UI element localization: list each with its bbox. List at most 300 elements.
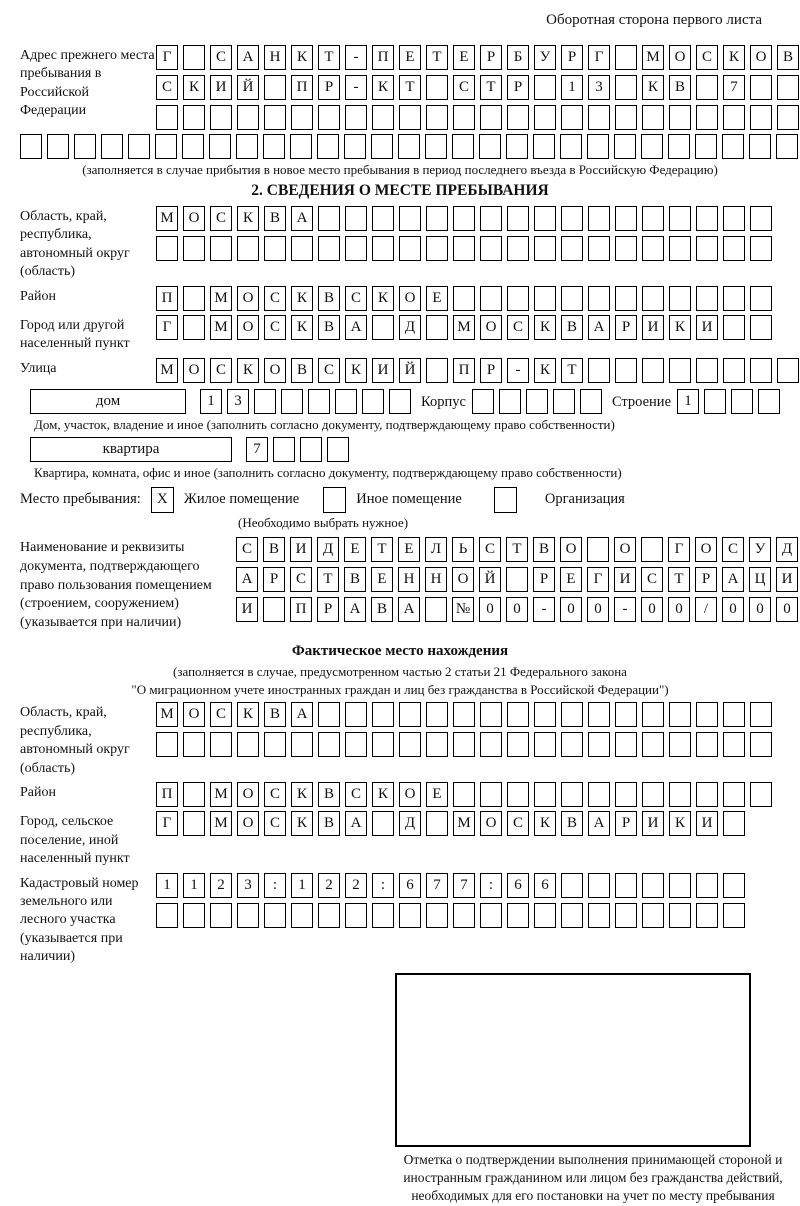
char-cell[interactable]: Е <box>398 537 420 562</box>
char-cell[interactable]: А <box>291 702 313 727</box>
char-cell[interactable] <box>479 134 501 159</box>
char-cell[interactable] <box>426 358 448 383</box>
char-cell[interactable] <box>372 811 394 836</box>
char-cell[interactable]: О <box>750 45 772 70</box>
char-cell[interactable] <box>183 903 205 928</box>
char-cell[interactable]: Е <box>344 537 366 562</box>
char-cell[interactable]: 6 <box>534 873 556 898</box>
char-cell[interactable]: М <box>642 45 664 70</box>
char-cell[interactable] <box>453 702 475 727</box>
char-cell[interactable]: - <box>614 597 636 622</box>
char-cell[interactable] <box>128 134 150 159</box>
char-cell[interactable] <box>561 873 583 898</box>
char-cell[interactable] <box>614 134 636 159</box>
char-cell[interactable] <box>696 732 718 757</box>
char-cell[interactable]: П <box>291 75 313 100</box>
char-cell[interactable] <box>750 358 772 383</box>
char-cell[interactable] <box>615 732 637 757</box>
char-cell[interactable] <box>318 206 340 231</box>
prev-address-overflow-row[interactable] <box>20 134 780 159</box>
char-cell[interactable] <box>776 134 798 159</box>
char-cell[interactable] <box>264 732 286 757</box>
char-cell[interactable] <box>318 236 340 261</box>
char-cell[interactable] <box>750 702 772 727</box>
char-cell[interactable]: И <box>642 315 664 340</box>
char-cell[interactable] <box>182 134 204 159</box>
char-cell[interactable]: О <box>480 315 502 340</box>
char-cell[interactable]: О <box>237 782 259 807</box>
char-cell[interactable]: 0 <box>722 597 744 622</box>
char-cell[interactable]: С <box>264 811 286 836</box>
char-cell[interactable]: К <box>534 315 556 340</box>
char-cell[interactable] <box>344 134 366 159</box>
char-cell[interactable]: С <box>453 75 475 100</box>
char-cell[interactable] <box>372 732 394 757</box>
char-cell[interactable] <box>480 236 502 261</box>
char-cell[interactable] <box>588 236 610 261</box>
char-cell[interactable] <box>183 236 205 261</box>
char-cell[interactable] <box>480 903 502 928</box>
char-cell[interactable] <box>335 389 357 414</box>
char-cell[interactable] <box>777 105 799 130</box>
char-cell[interactable] <box>669 702 691 727</box>
char-cell[interactable] <box>291 732 313 757</box>
char-cell[interactable] <box>507 236 529 261</box>
char-cell[interactable]: 2 <box>345 873 367 898</box>
char-cell[interactable] <box>696 236 718 261</box>
char-cell[interactable] <box>291 903 313 928</box>
char-cell[interactable]: К <box>237 358 259 383</box>
char-cell[interactable]: Л <box>425 537 447 562</box>
char-cell[interactable] <box>264 903 286 928</box>
char-cell[interactable]: Й <box>479 567 501 592</box>
char-cell[interactable] <box>300 437 322 462</box>
char-cell[interactable]: В <box>318 782 340 807</box>
char-cell[interactable]: А <box>291 206 313 231</box>
district-row[interactable] <box>156 286 772 311</box>
char-cell[interactable] <box>506 567 528 592</box>
char-cell[interactable]: М <box>210 811 232 836</box>
char-cell[interactable] <box>210 903 232 928</box>
char-cell[interactable] <box>507 286 529 311</box>
char-cell[interactable]: С <box>264 315 286 340</box>
char-cell[interactable] <box>669 903 691 928</box>
char-cell[interactable] <box>723 315 745 340</box>
char-cell[interactable] <box>704 389 726 414</box>
char-cell[interactable]: С <box>210 358 232 383</box>
char-cell[interactable] <box>777 75 799 100</box>
char-cell[interactable]: - <box>533 597 555 622</box>
char-cell[interactable] <box>696 903 718 928</box>
char-cell[interactable] <box>155 134 177 159</box>
char-cell[interactable] <box>426 236 448 261</box>
prev-address-row-2[interactable] <box>156 75 799 100</box>
char-cell[interactable] <box>318 732 340 757</box>
stay-type-checkbox-zhiloe[interactable]: X <box>151 487 174 513</box>
char-cell[interactable] <box>561 206 583 231</box>
char-cell[interactable]: И <box>210 75 232 100</box>
char-cell[interactable]: Ц <box>749 567 771 592</box>
char-cell[interactable] <box>696 105 718 130</box>
char-cell[interactable] <box>480 732 502 757</box>
char-cell[interactable] <box>534 782 556 807</box>
char-cell[interactable] <box>362 389 384 414</box>
char-cell[interactable] <box>507 903 529 928</box>
char-cell[interactable] <box>156 105 178 130</box>
char-cell[interactable] <box>750 206 772 231</box>
char-cell[interactable] <box>696 286 718 311</box>
char-cell[interactable]: С <box>507 315 529 340</box>
char-cell[interactable] <box>642 105 664 130</box>
char-cell[interactable] <box>731 389 753 414</box>
char-cell[interactable] <box>750 105 772 130</box>
char-cell[interactable] <box>615 45 637 70</box>
char-cell[interactable]: 1 <box>291 873 313 898</box>
char-cell[interactable] <box>615 358 637 383</box>
char-cell[interactable] <box>507 105 529 130</box>
char-cell[interactable] <box>669 206 691 231</box>
char-cell[interactable] <box>156 236 178 261</box>
char-cell[interactable]: Г <box>588 45 610 70</box>
char-cell[interactable]: М <box>210 286 232 311</box>
cadastral-row-2[interactable] <box>156 903 745 928</box>
char-cell[interactable]: Р <box>480 358 502 383</box>
char-cell[interactable]: В <box>777 45 799 70</box>
char-cell[interactable]: С <box>722 537 744 562</box>
char-cell[interactable] <box>453 782 475 807</box>
char-cell[interactable]: О <box>399 782 421 807</box>
stay-type-checkbox-inoe[interactable] <box>323 487 346 513</box>
char-cell[interactable] <box>345 105 367 130</box>
char-cell[interactable] <box>317 134 339 159</box>
char-cell[interactable]: У <box>749 537 771 562</box>
char-cell[interactable]: М <box>210 782 232 807</box>
char-cell[interactable]: И <box>776 567 798 592</box>
char-cell[interactable] <box>499 389 521 414</box>
char-cell[interactable]: Д <box>776 537 798 562</box>
char-cell[interactable] <box>723 206 745 231</box>
char-cell[interactable]: 6 <box>507 873 529 898</box>
char-cell[interactable]: М <box>210 315 232 340</box>
char-cell[interactable]: Т <box>480 75 502 100</box>
char-cell[interactable] <box>750 315 772 340</box>
char-cell[interactable]: П <box>156 782 178 807</box>
char-cell[interactable]: 7 <box>723 75 745 100</box>
apartment-cells[interactable] <box>246 437 349 462</box>
prev-address-row-3[interactable] <box>156 105 799 130</box>
char-cell[interactable] <box>236 134 258 159</box>
char-cell[interactable] <box>210 236 232 261</box>
char-cell[interactable] <box>263 597 285 622</box>
char-cell[interactable] <box>641 134 663 159</box>
char-cell[interactable] <box>642 732 664 757</box>
char-cell[interactable] <box>210 732 232 757</box>
char-cell[interactable]: Т <box>399 75 421 100</box>
char-cell[interactable] <box>588 732 610 757</box>
char-cell[interactable] <box>750 286 772 311</box>
char-cell[interactable]: О <box>264 358 286 383</box>
char-cell[interactable]: Ь <box>452 537 474 562</box>
char-cell[interactable]: К <box>291 45 313 70</box>
char-cell[interactable]: : <box>372 873 394 898</box>
char-cell[interactable] <box>426 206 448 231</box>
char-cell[interactable] <box>372 903 394 928</box>
char-cell[interactable] <box>723 732 745 757</box>
char-cell[interactable] <box>588 702 610 727</box>
char-cell[interactable]: Р <box>507 75 529 100</box>
char-cell[interactable] <box>345 236 367 261</box>
char-cell[interactable] <box>74 134 96 159</box>
char-cell[interactable]: 1 <box>156 873 178 898</box>
char-cell[interactable] <box>472 389 494 414</box>
char-cell[interactable] <box>425 134 447 159</box>
char-cell[interactable]: О <box>560 537 582 562</box>
char-cell[interactable] <box>669 782 691 807</box>
char-cell[interactable]: Р <box>615 811 637 836</box>
char-cell[interactable]: Р <box>695 567 717 592</box>
char-cell[interactable] <box>588 286 610 311</box>
char-cell[interactable]: - <box>345 45 367 70</box>
char-cell[interactable]: 3 <box>237 873 259 898</box>
char-cell[interactable]: П <box>453 358 475 383</box>
char-cell[interactable]: С <box>345 782 367 807</box>
char-cell[interactable]: Р <box>317 597 339 622</box>
char-cell[interactable] <box>696 702 718 727</box>
char-cell[interactable] <box>696 358 718 383</box>
cadastral-row-1[interactable] <box>156 873 745 898</box>
char-cell[interactable] <box>254 389 276 414</box>
char-cell[interactable]: И <box>236 597 258 622</box>
char-cell[interactable]: О <box>695 537 717 562</box>
char-cell[interactable] <box>534 286 556 311</box>
char-cell[interactable] <box>426 702 448 727</box>
char-cell[interactable] <box>534 236 556 261</box>
actual-region-row-2[interactable] <box>156 732 772 757</box>
char-cell[interactable] <box>453 236 475 261</box>
char-cell[interactable] <box>553 389 575 414</box>
char-cell[interactable] <box>723 873 745 898</box>
char-cell[interactable] <box>669 358 691 383</box>
actual-city-row[interactable] <box>156 811 745 836</box>
char-cell[interactable]: Н <box>264 45 286 70</box>
char-cell[interactable] <box>668 134 690 159</box>
char-cell[interactable]: К <box>372 286 394 311</box>
char-cell[interactable] <box>308 389 330 414</box>
char-cell[interactable]: Т <box>561 358 583 383</box>
char-cell[interactable]: К <box>534 358 556 383</box>
char-cell[interactable] <box>561 732 583 757</box>
char-cell[interactable]: Г <box>156 45 178 70</box>
char-cell[interactable] <box>237 903 259 928</box>
char-cell[interactable]: У <box>534 45 556 70</box>
char-cell[interactable] <box>750 732 772 757</box>
char-cell[interactable]: К <box>534 811 556 836</box>
char-cell[interactable]: И <box>696 811 718 836</box>
char-cell[interactable] <box>480 206 502 231</box>
char-cell[interactable] <box>669 105 691 130</box>
char-cell[interactable]: 0 <box>776 597 798 622</box>
stroenie-cells[interactable] <box>677 389 780 414</box>
char-cell[interactable] <box>669 286 691 311</box>
char-cell[interactable]: С <box>290 567 312 592</box>
char-cell[interactable]: О <box>237 811 259 836</box>
char-cell[interactable] <box>669 873 691 898</box>
char-cell[interactable] <box>642 358 664 383</box>
char-cell[interactable]: С <box>479 537 501 562</box>
char-cell[interactable]: 0 <box>668 597 690 622</box>
char-cell[interactable]: 0 <box>749 597 771 622</box>
char-cell[interactable] <box>453 732 475 757</box>
char-cell[interactable] <box>587 134 609 159</box>
char-cell[interactable]: Д <box>399 811 421 836</box>
char-cell[interactable]: Т <box>318 45 340 70</box>
char-cell[interactable] <box>507 206 529 231</box>
char-cell[interactable]: А <box>345 315 367 340</box>
char-cell[interactable]: 2 <box>210 873 232 898</box>
char-cell[interactable] <box>642 782 664 807</box>
char-cell[interactable] <box>453 903 475 928</box>
char-cell[interactable]: С <box>507 811 529 836</box>
char-cell[interactable]: Б <box>507 45 529 70</box>
street-row[interactable] <box>156 358 799 383</box>
char-cell[interactable] <box>47 134 69 159</box>
char-cell[interactable] <box>750 782 772 807</box>
char-cell[interactable] <box>534 75 556 100</box>
char-cell[interactable] <box>183 315 205 340</box>
char-cell[interactable]: А <box>344 597 366 622</box>
char-cell[interactable] <box>264 105 286 130</box>
char-cell[interactable] <box>453 105 475 130</box>
char-cell[interactable] <box>156 903 178 928</box>
char-cell[interactable] <box>723 903 745 928</box>
char-cell[interactable] <box>389 389 411 414</box>
region-row-2[interactable] <box>156 236 772 261</box>
char-cell[interactable]: 3 <box>227 389 249 414</box>
char-cell[interactable] <box>264 236 286 261</box>
char-cell[interactable]: : <box>264 873 286 898</box>
char-cell[interactable] <box>327 437 349 462</box>
char-cell[interactable] <box>281 389 303 414</box>
char-cell[interactable] <box>534 105 556 130</box>
char-cell[interactable]: В <box>318 315 340 340</box>
char-cell[interactable]: Г <box>156 811 178 836</box>
char-cell[interactable] <box>237 236 259 261</box>
char-cell[interactable]: Г <box>156 315 178 340</box>
char-cell[interactable] <box>183 286 205 311</box>
char-cell[interactable] <box>426 315 448 340</box>
char-cell[interactable] <box>695 134 717 159</box>
char-cell[interactable] <box>399 206 421 231</box>
char-cell[interactable]: И <box>614 567 636 592</box>
char-cell[interactable]: И <box>290 537 312 562</box>
char-cell[interactable] <box>615 873 637 898</box>
char-cell[interactable] <box>561 702 583 727</box>
char-cell[interactable]: К <box>291 315 313 340</box>
char-cell[interactable] <box>696 782 718 807</box>
char-cell[interactable] <box>587 537 609 562</box>
char-cell[interactable]: Г <box>587 567 609 592</box>
char-cell[interactable]: 1 <box>561 75 583 100</box>
char-cell[interactable]: С <box>236 537 258 562</box>
char-cell[interactable] <box>318 105 340 130</box>
char-cell[interactable] <box>750 236 772 261</box>
char-cell[interactable]: А <box>398 597 420 622</box>
char-cell[interactable] <box>264 75 286 100</box>
char-cell[interactable] <box>291 236 313 261</box>
char-cell[interactable]: К <box>183 75 205 100</box>
char-cell[interactable]: В <box>318 811 340 836</box>
char-cell[interactable] <box>183 105 205 130</box>
char-cell[interactable] <box>749 134 771 159</box>
char-cell[interactable] <box>534 903 556 928</box>
char-cell[interactable]: В <box>669 75 691 100</box>
char-cell[interactable]: С <box>264 782 286 807</box>
char-cell[interactable] <box>758 389 780 414</box>
char-cell[interactable]: С <box>641 567 663 592</box>
char-cell[interactable]: И <box>696 315 718 340</box>
char-cell[interactable] <box>642 206 664 231</box>
char-cell[interactable]: В <box>344 567 366 592</box>
char-cell[interactable] <box>533 134 555 159</box>
char-cell[interactable] <box>480 105 502 130</box>
char-cell[interactable]: Т <box>371 537 393 562</box>
char-cell[interactable]: В <box>533 537 555 562</box>
char-cell[interactable]: К <box>237 702 259 727</box>
char-cell[interactable]: - <box>507 358 529 383</box>
char-cell[interactable]: Д <box>317 537 339 562</box>
stay-type-checkbox-org[interactable] <box>494 487 517 513</box>
char-cell[interactable] <box>345 206 367 231</box>
char-cell[interactable]: Й <box>399 358 421 383</box>
char-cell[interactable]: В <box>561 315 583 340</box>
char-cell[interactable]: О <box>183 358 205 383</box>
char-cell[interactable]: К <box>669 315 691 340</box>
char-cell[interactable]: В <box>264 206 286 231</box>
char-cell[interactable]: Е <box>371 567 393 592</box>
char-cell[interactable]: О <box>237 286 259 311</box>
char-cell[interactable]: О <box>480 811 502 836</box>
char-cell[interactable] <box>101 134 123 159</box>
char-cell[interactable] <box>318 702 340 727</box>
document-row-1[interactable] <box>236 537 798 562</box>
char-cell[interactable] <box>750 75 772 100</box>
char-cell[interactable] <box>399 105 421 130</box>
char-cell[interactable] <box>507 782 529 807</box>
char-cell[interactable] <box>399 903 421 928</box>
char-cell[interactable] <box>723 358 745 383</box>
char-cell[interactable]: 0 <box>479 597 501 622</box>
char-cell[interactable] <box>615 206 637 231</box>
char-cell[interactable] <box>183 811 205 836</box>
char-cell[interactable]: М <box>453 811 475 836</box>
char-cell[interactable]: В <box>371 597 393 622</box>
char-cell[interactable] <box>615 105 637 130</box>
char-cell[interactable]: Й <box>237 75 259 100</box>
char-cell[interactable] <box>615 702 637 727</box>
korpus-cells[interactable] <box>472 389 602 414</box>
char-cell[interactable] <box>723 811 745 836</box>
char-cell[interactable] <box>290 134 312 159</box>
char-cell[interactable] <box>723 236 745 261</box>
char-cell[interactable]: В <box>264 702 286 727</box>
city-row[interactable] <box>156 315 772 340</box>
char-cell[interactable] <box>534 732 556 757</box>
char-cell[interactable]: Р <box>318 75 340 100</box>
char-cell[interactable]: К <box>372 782 394 807</box>
char-cell[interactable]: К <box>291 286 313 311</box>
char-cell[interactable]: О <box>669 45 691 70</box>
char-cell[interactable]: 0 <box>641 597 663 622</box>
